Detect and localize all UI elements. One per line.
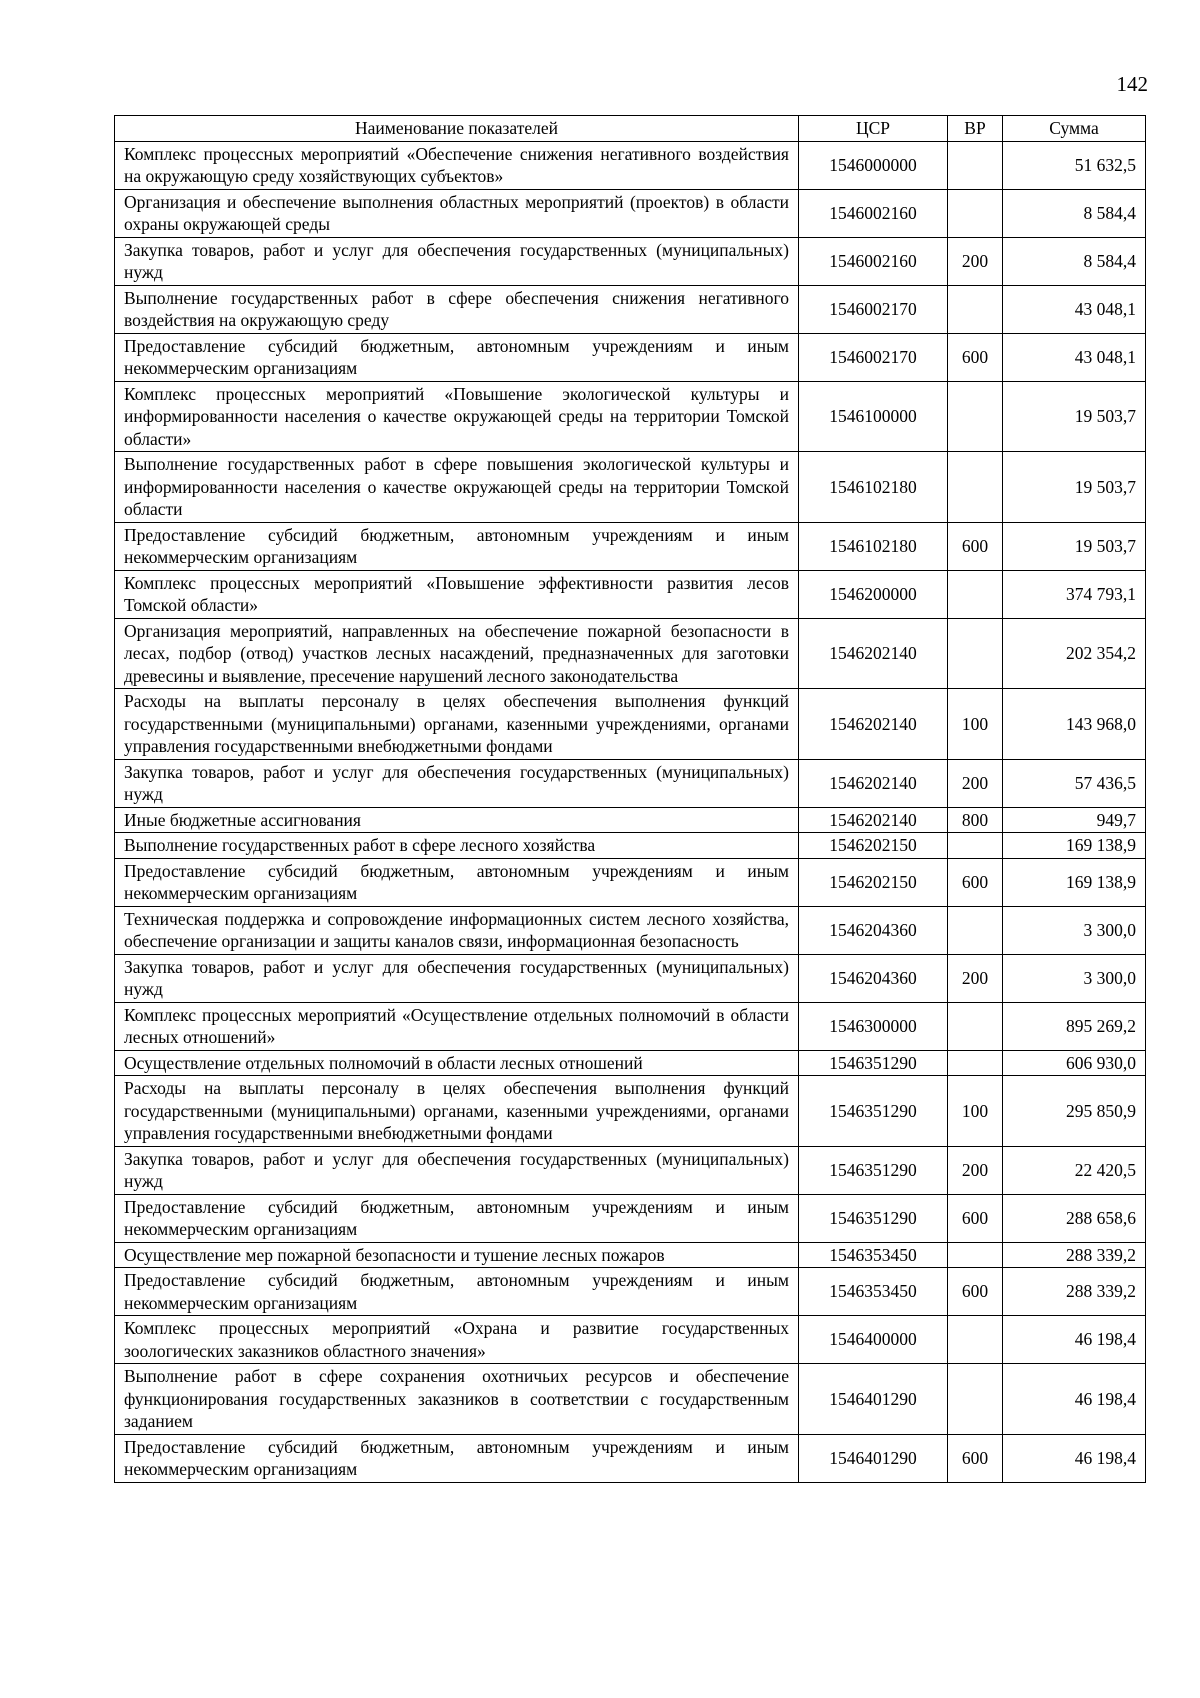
- cell-vr: [948, 618, 1003, 689]
- page-number: 142: [1116, 72, 1148, 96]
- cell-name: Осуществление мер пожарной безопасности и тушение лесных пожаров: [115, 1242, 799, 1268]
- cell-vr: 600: [948, 1268, 1003, 1316]
- cell-csr: 1546002170: [799, 333, 948, 381]
- table-row: [115, 1316, 1146, 1364]
- table-row: [115, 285, 1146, 333]
- cell-sum: 19 503,7: [1003, 452, 1146, 523]
- cell-vr: 600: [948, 1434, 1003, 1482]
- cell-vr: 200: [948, 954, 1003, 1002]
- table-header-row: [115, 116, 1146, 142]
- table-row: [115, 1076, 1146, 1147]
- cell-vr: 800: [948, 807, 1003, 833]
- cell-vr: 600: [948, 1194, 1003, 1242]
- cell-vr: [948, 452, 1003, 523]
- cell-sum: 43 048,1: [1003, 285, 1146, 333]
- table-row: [115, 1194, 1146, 1242]
- cell-sum: 895 269,2: [1003, 1002, 1146, 1050]
- table-row: [115, 570, 1146, 618]
- cell-vr: [948, 1364, 1003, 1435]
- cell-csr: 1546400000: [799, 1316, 948, 1364]
- cell-sum: 169 138,9: [1003, 858, 1146, 906]
- header-name: Наименование показателей: [115, 116, 799, 142]
- cell-sum: 43 048,1: [1003, 333, 1146, 381]
- cell-name: Выполнение государственных работ в сфере обеспечения снижения негативного воздействия на окружающую среду: [115, 285, 799, 333]
- cell-vr: [948, 1050, 1003, 1076]
- cell-name: Закупка товаров, работ и услуг для обеспечения государственных (муниципальных) нужд: [115, 1146, 799, 1194]
- cell-csr: 1546353450: [799, 1268, 948, 1316]
- cell-sum: 169 138,9: [1003, 833, 1146, 859]
- cell-name: Выполнение государственных работ в сфере лесного хозяйства: [115, 833, 799, 859]
- cell-name: Комплекс процессных мероприятий «Повышение экологической культуры и информированности населения о качестве окружающей среды на территории Томской области»: [115, 381, 799, 452]
- cell-vr: 200: [948, 237, 1003, 285]
- cell-vr: [948, 285, 1003, 333]
- cell-name: Выполнение государственных работ в сфере повышения экологической культуры и информированности населения о качестве окружающей среды на территории Томской области: [115, 452, 799, 523]
- cell-csr: 1546000000: [799, 141, 948, 189]
- cell-sum: 57 436,5: [1003, 759, 1146, 807]
- table-row: [115, 906, 1146, 954]
- cell-sum: 3 300,0: [1003, 954, 1146, 1002]
- cell-sum: 288 658,6: [1003, 1194, 1146, 1242]
- cell-csr: 1546353450: [799, 1242, 948, 1268]
- cell-csr: 1546351290: [799, 1050, 948, 1076]
- cell-sum: 19 503,7: [1003, 522, 1146, 570]
- cell-csr: 1546351290: [799, 1146, 948, 1194]
- cell-sum: 949,7: [1003, 807, 1146, 833]
- table-row: [115, 141, 1146, 189]
- cell-csr: 1546351290: [799, 1076, 948, 1147]
- cell-name: Предоставление субсидий бюджетным, автономным учреждениям и иным некоммерческим организациям: [115, 333, 799, 381]
- cell-csr: 1546202140: [799, 689, 948, 760]
- cell-vr: 100: [948, 689, 1003, 760]
- table-row: [115, 1364, 1146, 1435]
- cell-vr: [948, 189, 1003, 237]
- cell-csr: 1546002160: [799, 237, 948, 285]
- cell-name: Предоставление субсидий бюджетным, автономным учреждениям и иным некоммерческим организациям: [115, 1194, 799, 1242]
- header-vr: ВР: [948, 116, 1003, 142]
- cell-sum: 3 300,0: [1003, 906, 1146, 954]
- cell-csr: 1546102180: [799, 452, 948, 523]
- cell-sum: 46 198,4: [1003, 1364, 1146, 1435]
- table-row: [115, 807, 1146, 833]
- cell-name: Техническая поддержка и сопровождение информационных систем лесного хозяйства, обеспечение организации и защиты каналов связи, информационная безопасность: [115, 906, 799, 954]
- cell-sum: 46 198,4: [1003, 1434, 1146, 1482]
- table-row: [115, 522, 1146, 570]
- cell-name: Осуществление отдельных полномочий в области лесных отношений: [115, 1050, 799, 1076]
- cell-vr: [948, 1002, 1003, 1050]
- cell-csr: 1546351290: [799, 1194, 948, 1242]
- table-row: [115, 1268, 1146, 1316]
- cell-vr: [948, 906, 1003, 954]
- cell-csr: 1546202150: [799, 833, 948, 859]
- cell-vr: 200: [948, 1146, 1003, 1194]
- cell-name: Закупка товаров, работ и услуг для обеспечения государственных (муниципальных) нужд: [115, 237, 799, 285]
- table-row: [115, 759, 1146, 807]
- cell-name: Предоставление субсидий бюджетным, автономным учреждениям и иным некоммерческим организациям: [115, 522, 799, 570]
- cell-sum: 46 198,4: [1003, 1316, 1146, 1364]
- table-row: [115, 833, 1146, 859]
- cell-vr: 600: [948, 522, 1003, 570]
- table-row: [115, 237, 1146, 285]
- cell-csr: 1546202140: [799, 759, 948, 807]
- cell-sum: 22 420,5: [1003, 1146, 1146, 1194]
- cell-vr: 100: [948, 1076, 1003, 1147]
- cell-vr: [948, 833, 1003, 859]
- cell-sum: 288 339,2: [1003, 1242, 1146, 1268]
- cell-csr: 1546200000: [799, 570, 948, 618]
- cell-name: Комплекс процессных мероприятий «Повышение эффективности развития лесов Томской области»: [115, 570, 799, 618]
- cell-csr: 1546401290: [799, 1434, 948, 1482]
- cell-sum: 19 503,7: [1003, 381, 1146, 452]
- header-sum: Сумма: [1003, 116, 1146, 142]
- cell-vr: [948, 1316, 1003, 1364]
- cell-csr: 1546002170: [799, 285, 948, 333]
- cell-name: Расходы на выплаты персоналу в целях обеспечения выполнения функций государственными (муниципальными) органами, казенными учреждениями, органами управления государственными внебюджетными фондами: [115, 1076, 799, 1147]
- cell-name: Закупка товаров, работ и услуг для обеспечения государственных (муниципальных) нужд: [115, 759, 799, 807]
- cell-sum: 143 968,0: [1003, 689, 1146, 760]
- cell-csr: 1546100000: [799, 381, 948, 452]
- cell-vr: 600: [948, 858, 1003, 906]
- cell-sum: 202 354,2: [1003, 618, 1146, 689]
- cell-csr: 1546401290: [799, 1364, 948, 1435]
- cell-name: Предоставление субсидий бюджетным, автономным учреждениям и иным некоммерческим организациям: [115, 858, 799, 906]
- table-row: [115, 189, 1146, 237]
- table-row: [115, 1050, 1146, 1076]
- cell-sum: 295 850,9: [1003, 1076, 1146, 1147]
- cell-name: Комплекс процессных мероприятий «Осуществление отдельных полномочий в области лесных отношений»: [115, 1002, 799, 1050]
- cell-sum: 606 930,0: [1003, 1050, 1146, 1076]
- cell-csr: 1546102180: [799, 522, 948, 570]
- cell-sum: 8 584,4: [1003, 237, 1146, 285]
- table-body: [115, 141, 1146, 1482]
- cell-name: Закупка товаров, работ и услуг для обеспечения государственных (муниципальных) нужд: [115, 954, 799, 1002]
- cell-name: Предоставление субсидий бюджетным, автономным учреждениям и иным некоммерческим организациям: [115, 1268, 799, 1316]
- cell-name: Организация и обеспечение выполнения областных мероприятий (проектов) в области охраны окружающей среды: [115, 189, 799, 237]
- cell-name: Выполнение работ в сфере сохранения охотничьих ресурсов и обеспечение функционирования государственных заказников в соответствии с государственным заданием: [115, 1364, 799, 1435]
- cell-vr: [948, 381, 1003, 452]
- cell-csr: 1546202140: [799, 807, 948, 833]
- cell-csr: 1546202140: [799, 618, 948, 689]
- cell-sum: 374 793,1: [1003, 570, 1146, 618]
- cell-csr: 1546002160: [799, 189, 948, 237]
- table-row: [115, 1146, 1146, 1194]
- table-row: [115, 1434, 1146, 1482]
- cell-name: Организация мероприятий, направленных на обеспечение пожарной безопасности в лесах, подбор (отвод) участков лесных насаждений, предназначенных для заготовки древесины и выявление, пресечение нарушений лесного законодательства: [115, 618, 799, 689]
- cell-name: Предоставление субсидий бюджетным, автономным учреждениям и иным некоммерческим организациям: [115, 1434, 799, 1482]
- table-row: [115, 858, 1146, 906]
- table-row: [115, 689, 1146, 760]
- cell-name: Комплекс процессных мероприятий «Обеспечение снижения негативного воздействия на окружающую среду хозяйствующих субъектов»: [115, 141, 799, 189]
- cell-vr: [948, 141, 1003, 189]
- table-row: [115, 333, 1146, 381]
- cell-vr: 600: [948, 333, 1003, 381]
- cell-csr: 1546300000: [799, 1002, 948, 1050]
- budget-table: [114, 115, 1146, 1483]
- cell-vr: [948, 570, 1003, 618]
- cell-name: Расходы на выплаты персоналу в целях обеспечения выполнения функций государственными (муниципальными) органами, казенными учреждениями, органами управления государственными внебюджетными фондами: [115, 689, 799, 760]
- cell-sum: 288 339,2: [1003, 1268, 1146, 1316]
- cell-vr: 200: [948, 759, 1003, 807]
- table-row: [115, 452, 1146, 523]
- header-csr: ЦСР: [799, 116, 948, 142]
- cell-sum: 8 584,4: [1003, 189, 1146, 237]
- cell-name: Иные бюджетные ассигнования: [115, 807, 799, 833]
- table-row: [115, 381, 1146, 452]
- cell-csr: 1546204360: [799, 906, 948, 954]
- table-row: [115, 618, 1146, 689]
- cell-name: Комплекс процессных мероприятий «Охрана и развитие государственных зоологических заказников областного значения»: [115, 1316, 799, 1364]
- table-row: [115, 954, 1146, 1002]
- cell-csr: 1546204360: [799, 954, 948, 1002]
- cell-vr: [948, 1242, 1003, 1268]
- cell-csr: 1546202150: [799, 858, 948, 906]
- table-row: [115, 1002, 1146, 1050]
- table-row: [115, 1242, 1146, 1268]
- cell-sum: 51 632,5: [1003, 141, 1146, 189]
